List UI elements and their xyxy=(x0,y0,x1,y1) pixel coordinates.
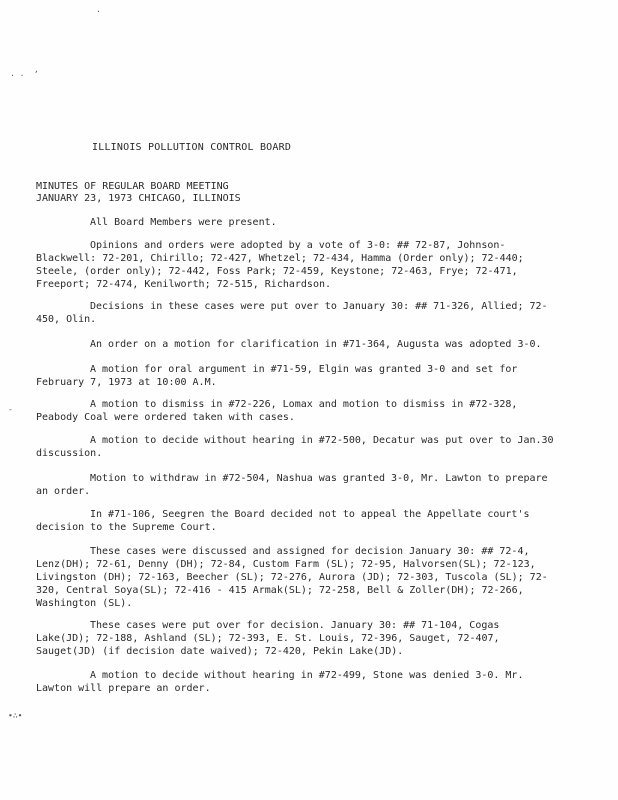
paragraph-motion-withdraw: Motion to withdraw in #72-504, Nashua was granted 3-0, Mr. Lawton to prepare an order. xyxy=(36,473,548,497)
paragraph-motion-denied: A motion to decide without hearing in #72-499, Stone was denied 3-0. Mr. Lawton will prepare an order. xyxy=(36,670,524,694)
scan-speck: · · xyxy=(10,71,25,80)
paragraph-opinions-adopted: Opinions and orders were adopted by a vote of 3-0: ## 72-87, Johnson-Blackwell: 72-201, Chirillo; 72-427, Whetzel; 72-434, Hamma (Order only); 72-440; Steele, (order only); 72-442, Foss Park; 72-459, Keystone; 72-463, Frye; 72-471, Freeport; 72-474, Kenilworth; 72-515, Richardson. xyxy=(36,240,524,290)
paragraph-oral-argument: A motion for oral argument in #71-59, Elgin was granted 3-0 and set for February 7, 1973 at 10:00 A.M. xyxy=(36,364,518,388)
paragraph-motions-to-dismiss: A motion to dismiss in #72-226, Lomax and motion to dismiss in #72-328, Peabody Coal were ordered taken with cases. xyxy=(36,399,518,423)
minutes-title: MINUTES OF REGULAR BOARD MEETING xyxy=(36,181,229,192)
scan-speck: · xyxy=(96,7,101,16)
board-heading: ILLINOIS POLLUTION CONTROL BOARD xyxy=(92,142,292,153)
scan-speck: ∙∴∙ xyxy=(8,711,23,720)
paragraph-decisions-put-over: Decisions in these cases were put over to January 30: ## 71-326, Allied; 72-450, Olin. xyxy=(36,301,548,325)
scan-speck: - xyxy=(8,405,13,414)
paragraph-cases-put-over: These cases were put over for decision. January 30: ## 71-104, Cogas Lake(JD); 72-188, Ashland (SL); 72-393, E. St. Louis, 72-396, Sauget, 72-407, Sauget(JD) (if decision date waived); 72-420, Pekin Lake(JD). xyxy=(36,620,500,657)
meeting-date-location: JANUARY 23, 1973 CHICAGO, ILLINOIS xyxy=(36,193,241,204)
paragraph-decide-without-hearing: A motion to decide without hearing in #72-500, Decatur was put over to Jan.30 discussion. xyxy=(36,435,554,459)
paragraph-appeal-decision: In #71-106, Seegren the Board decided not to appeal the Appellate court's decision to the Supreme Court. xyxy=(36,509,530,533)
paragraph-attendance: All Board Members were present. xyxy=(90,217,277,228)
paragraph-cases-assigned: These cases were discussed and assigned for decision January 30: ## 72-4, Lenz(DH); 72-61, Denny (DH); 72-84, Custom Farm (SL); 72-95, Halvorsen(SL); 72-123, Livingston (DH); 72-163, Beecher (SL); 72-276, Aurora (JD); 72-303, Tuscola (SL); 72-320, Central Soya(SL); 72-416 - 415 Armak(SL); 72-258, Bell & Zoller(DH); 72-266, Washington (SL). xyxy=(36,546,548,609)
paragraph-clarification-order: An order on a motion for clarification in #71-364, Augusta was adopted 3-0. xyxy=(90,339,542,350)
scan-speck: , xyxy=(34,65,39,74)
